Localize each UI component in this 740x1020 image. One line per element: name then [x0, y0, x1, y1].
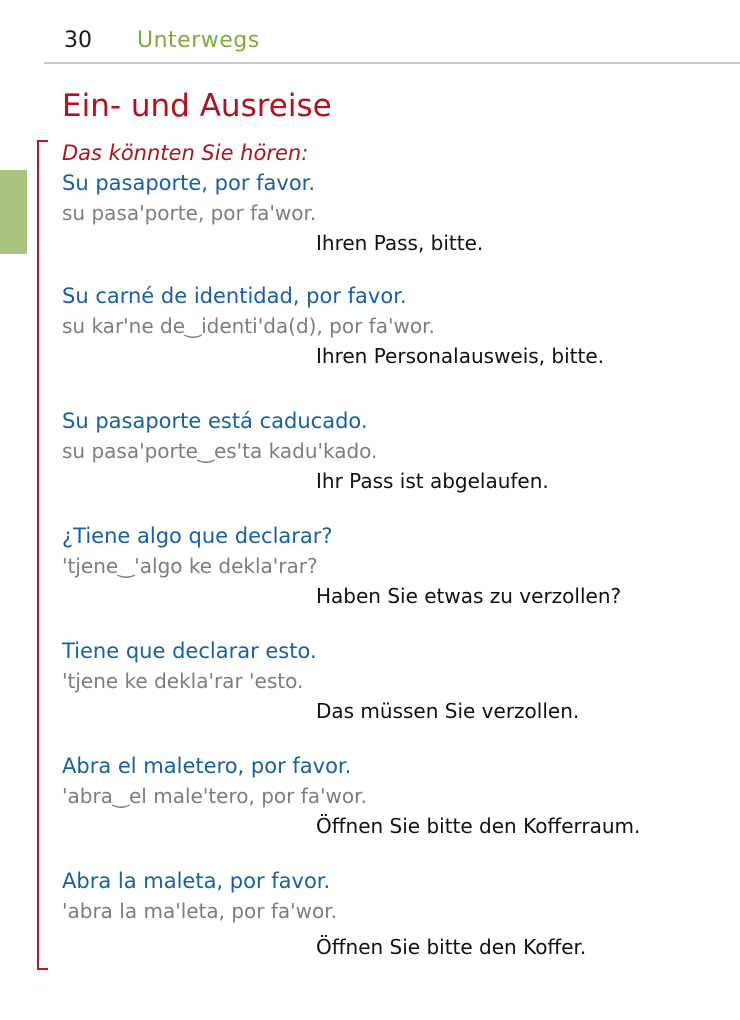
- pronunciation: 'abra la ma'leta, por fa'wor.: [62, 899, 338, 923]
- header-rule: [44, 62, 740, 64]
- spanish-phrase: Su pasaporte está caducado.: [62, 409, 368, 433]
- pronunciation: su pasa'porte‿es'ta kadu'kado.: [62, 439, 378, 463]
- german-translation: Öffnen Sie bitte den Kofferraum.: [316, 814, 641, 838]
- chapter-side-tab: [0, 170, 27, 254]
- spanish-phrase: Abra la maleta, por favor.: [62, 869, 331, 893]
- pronunciation: 'tjene ke dekla'rar 'esto.: [62, 669, 304, 693]
- section-title: Ein- und Ausreise: [62, 88, 332, 124]
- spanish-phrase: ¿Tiene algo que declarar?: [62, 524, 333, 548]
- pronunciation: su pasa'porte, por fa'wor.: [62, 201, 317, 225]
- running-head: Unterwegs: [137, 28, 260, 53]
- page-number: 30: [64, 28, 92, 53]
- phrase-entry: [62, 406, 722, 496]
- section-bracket: [37, 140, 48, 970]
- german-translation: Das müssen Sie verzollen.: [316, 699, 580, 723]
- spanish-phrase: Su carné de identidad, por favor.: [62, 284, 407, 308]
- phrase-entry: [62, 751, 722, 841]
- spanish-phrase: Tiene que declarar esto.: [62, 639, 317, 663]
- phrase-entry: [62, 636, 722, 726]
- german-translation: Ihren Pass, bitte.: [316, 231, 484, 255]
- phrase-entry: [62, 281, 722, 371]
- pronunciation: su kar'ne de‿identi'da(d), por fa'wor.: [62, 314, 435, 338]
- spanish-phrase: Su pasaporte, por favor.: [62, 171, 316, 195]
- pronunciation: 'abra‿el male'tero, por fa'wor.: [62, 784, 367, 808]
- phrase-entry: [62, 866, 722, 962]
- phrase-entry: [62, 168, 722, 258]
- german-translation: Öffnen Sie bitte den Koffer.: [316, 935, 587, 959]
- german-translation: Ihr Pass ist abgelaufen.: [316, 469, 549, 493]
- section-intro: Das könnten Sie hören:: [62, 141, 309, 165]
- pronunciation: 'tjene‿'algo ke dekla'rar?: [62, 554, 318, 578]
- german-translation: Ihren Personalausweis, bitte.: [316, 344, 605, 368]
- german-translation: Haben Sie etwas zu verzollen?: [316, 584, 622, 608]
- spanish-phrase: Abra el maletero, por favor.: [62, 754, 352, 778]
- phrase-entry: [62, 521, 722, 611]
